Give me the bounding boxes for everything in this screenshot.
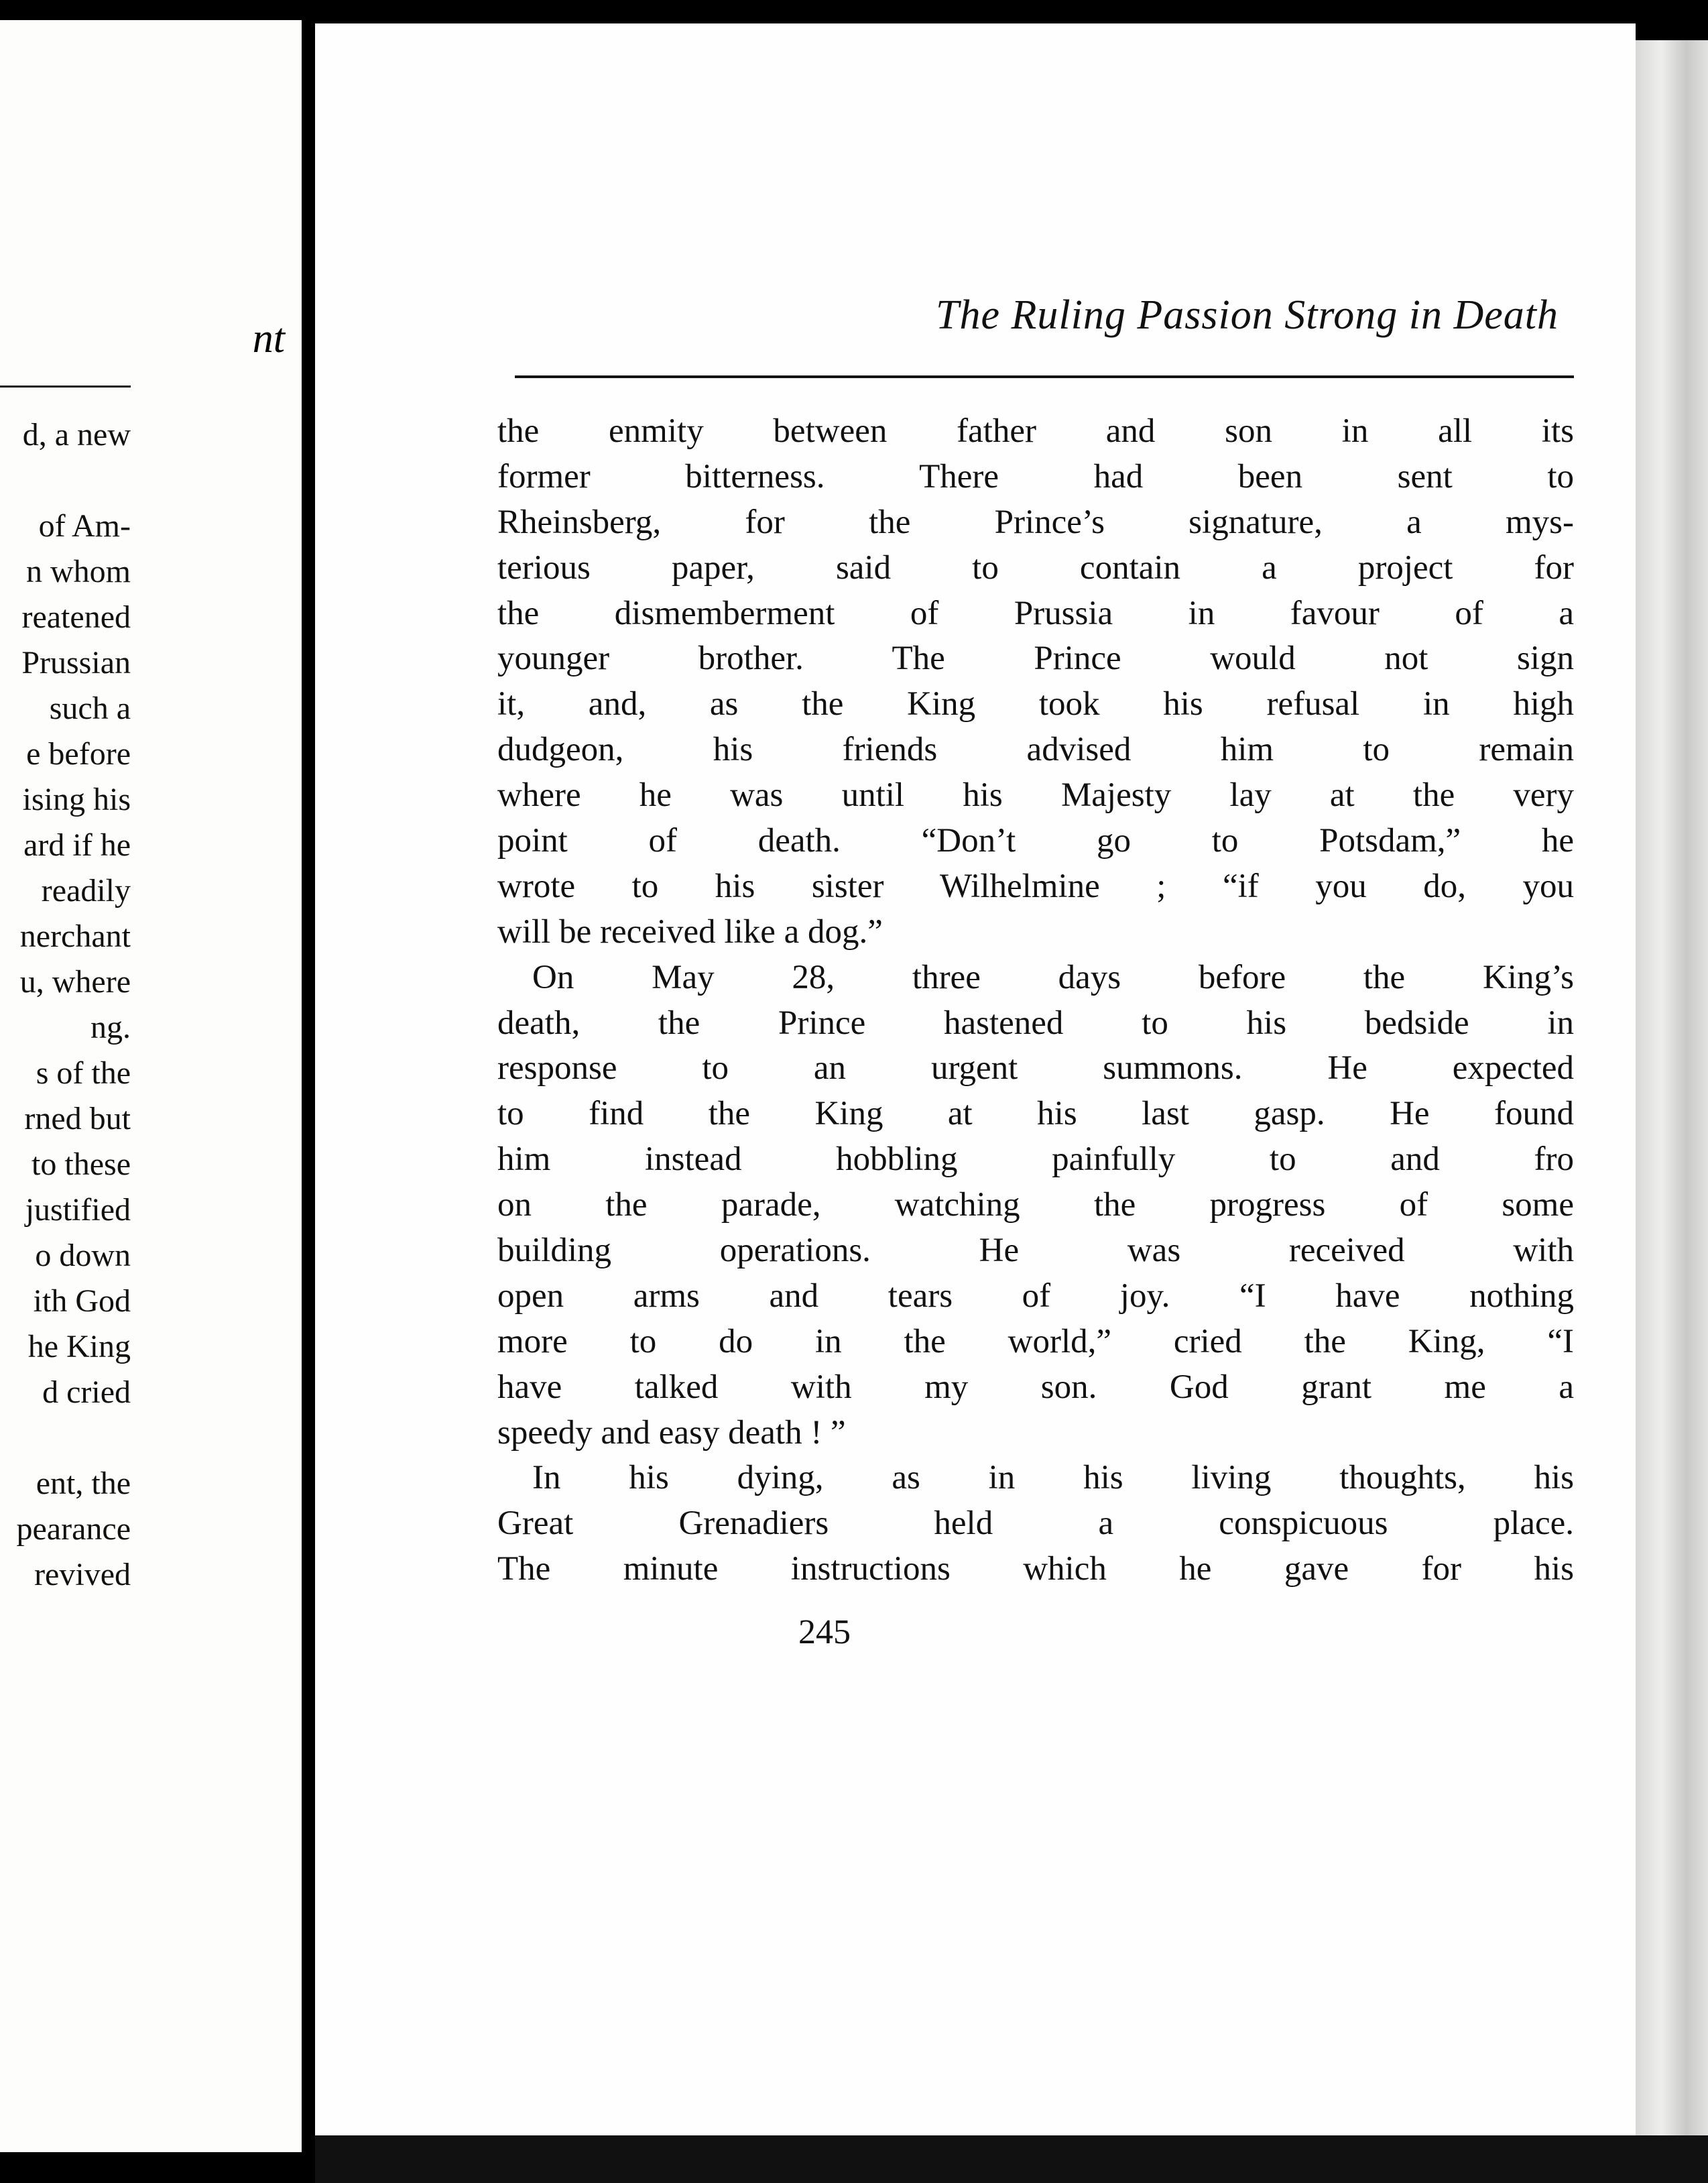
right-page [315,23,1636,2135]
text-line: response to an urgent summons. He expected [497,1049,1574,1087]
left-page [0,20,302,2152]
text-line: the dismemberment of Prussia in favour of a [497,594,1574,632]
text-line: more to do in the world,” cried the King, “I [497,1322,1574,1360]
left-text-line: e before [26,736,131,772]
left-text-line: justified [25,1192,131,1228]
left-text-line [0,1415,131,1461]
text-line: terious paper, said to contain a project for [497,548,1574,587]
text-line: will be received like a dog.” [497,912,883,951]
text-line: point of death. “Don’t go to Potsdam,” he [497,822,1574,860]
text-line: it, and, as the King took his refusal in high [497,685,1574,723]
body-text [497,409,1574,1592]
text-line: younger brother. The Prince would not sign [497,640,1574,678]
left-text-line: reatened [21,599,131,635]
left-text-line: revived [34,1557,131,1592]
text-line: him instead hobbling painfully to and fro [497,1140,1574,1179]
text-line: speedy and easy death ! ” [497,1413,846,1452]
left-text-line: o down [35,1238,131,1273]
left-page-text [0,412,131,1598]
left-text-line: such a [49,691,131,726]
left-text-line: to these [32,1146,131,1182]
text-line: wrote to his sister Wilhelmine ; “if you do, you [497,867,1574,905]
left-text-line: d, a new [22,417,131,453]
page-number: 245 [798,1613,851,1651]
left-text-line: ising his [22,782,131,817]
book-gutter [302,0,315,2183]
left-text-line: of Am- [38,508,131,544]
text-line: where he was until his Majesty lay at the very [497,776,1574,815]
left-text-line: he King [27,1329,131,1364]
left-text-line: d cried [42,1374,131,1410]
text-line: In his dying, as in his living thoughts, his [532,1459,1574,1497]
left-text-line: readily [41,873,131,908]
left-text-line: ard if he [23,827,131,863]
left-text-line: ng. [90,1010,131,1045]
text-line: Great Grenadiers held a conspicuous place. [497,1504,1574,1543]
text-line: Rheinsberg, for the Prince’s signature, a mys- [497,503,1574,541]
text-line: dudgeon, his friends advised him to remain [497,731,1574,769]
text-line: have talked with my son. God grant me a [497,1368,1574,1406]
text-line: open arms and tears of joy. “I have nothing [497,1277,1574,1315]
text-line: building operations. He was received with [497,1232,1574,1270]
text-line: the enmity between father and son in all its [497,412,1574,450]
text-line: former bitterness. There had been sent to [497,457,1574,495]
running-head: The Ruling Passion Strong in Death [936,292,1559,338]
left-head-rule [0,386,131,388]
text-line: The minute instructions which he gave for his [497,1550,1574,1588]
left-text-line: ent, the [36,1466,131,1501]
left-text-line [0,458,131,504]
text-line: to find the King at his last gasp. He found [497,1095,1574,1133]
left-text-line: pearance [16,1511,131,1547]
text-line: on the parade, watching the progress of some [497,1186,1574,1224]
text-line: death, the Prince hastened to his bedside in [497,1004,1574,1042]
left-running-head: nt [252,316,285,361]
left-text-line: n whom [26,554,131,589]
left-text-line: nerchant [19,919,131,954]
left-text-line: Prussian [21,645,131,681]
left-text-line: s of the [36,1055,131,1091]
scan-border [315,2135,1708,2183]
page-edge [1636,40,1708,2166]
left-text-line: u, where [19,964,131,1000]
text-line: On May 28, three days before the King’s [532,958,1574,996]
left-text-line: ith God [33,1283,131,1319]
left-text-line: rned but [24,1101,131,1136]
head-rule [515,375,1574,378]
